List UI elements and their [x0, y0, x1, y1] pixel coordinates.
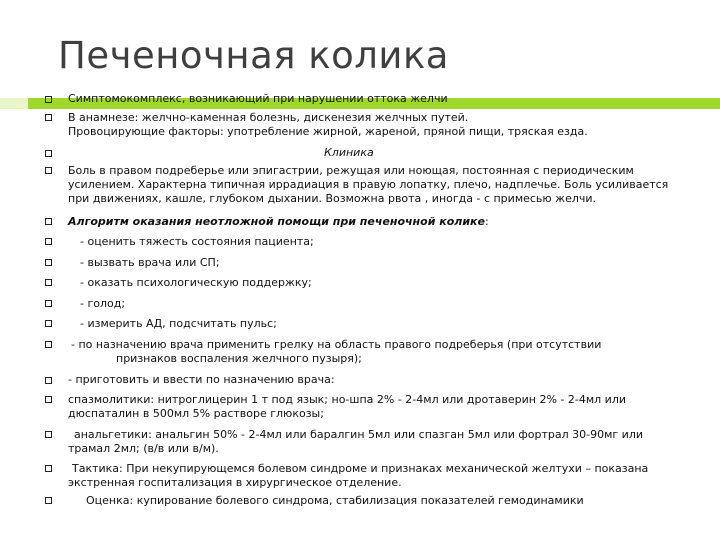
text-line: анальгетики: анальгин 50% - 2-4мл или баралгин 5мл или спазган 5мл или фортрал 30-90мг или: [74, 428, 643, 441]
bullet-icon: [45, 218, 52, 225]
text-line: усилением. Характерна типичная иррадиация в правую лопатку, плечо, надплечье. Боль усиливается: [68, 178, 669, 191]
bullet-icon: [45, 150, 52, 157]
bullet-icon: [45, 497, 52, 504]
slide-title: Печеночная колика: [58, 34, 449, 77]
text-line: - голод;: [80, 297, 126, 310]
bullet-icon: [45, 300, 52, 307]
text-line: - оказать психологическую поддержку;: [80, 276, 312, 289]
bullet-icon: [45, 238, 52, 245]
text-line: - по назначению врача применить грелку на область правого подреберья (при отсутствии: [71, 338, 602, 351]
text-line: при движениях, кашле, глубоком дыхании. Возможна рвота , иногда - с примесью желчи.: [68, 192, 597, 205]
text-line: - оценить тяжесть состояния пациента;: [80, 235, 314, 248]
bullet-icon: [45, 396, 52, 403]
heading-colon: :: [484, 215, 489, 228]
text-line: трамал 2мл; (в/в или в/м).: [68, 442, 219, 455]
text-line: Провоцирующие факторы: употребление жирной, жареной, пряной пищи, тряская езда.: [68, 125, 588, 138]
text-line: Тактика: При некупирующемся болевом синдроме и признаках механической желтухи – показана: [72, 462, 649, 475]
bullet-icon: [45, 465, 52, 472]
text-line: спазмолитики: нитроглицерин 1 т под язык; но-шпа 2% - 2-4мл или дротаверин 2% - 2-4мл или: [68, 393, 626, 406]
bullet-icon: [45, 96, 52, 103]
text-line: - приготовить и ввести по назначению врача:: [68, 373, 335, 386]
text-line: Боль в правом подреберье или эпигастрии, режущая или ноющая, постоянная с периодическим: [68, 164, 634, 177]
text-line: - вызвать врача или СП;: [80, 256, 220, 269]
accent-bar-left: [0, 98, 28, 109]
bullet-icon: [45, 320, 52, 327]
text-line: экстренная госпитализация в хирургическое отделение.: [68, 476, 402, 489]
text-line: признаков воспаления желчного пузыря);: [116, 352, 362, 365]
bullet-icon: [45, 431, 52, 438]
text-line: Симптомокомплекс, возникающий при нарушении оттока желчи: [68, 92, 448, 105]
bullet-icon: [45, 377, 52, 384]
text-line: - измерить АД, подсчитать пульс;: [80, 317, 277, 330]
bullet-icon: [45, 259, 52, 266]
section-heading: Клиника: [324, 146, 374, 159]
text-line: Оценка: купирование болевого синдрома, стабилизация показателей гемодинамики: [86, 494, 584, 507]
algorithm-heading: [68, 215, 489, 228]
bullet-icon: [45, 114, 52, 121]
bullet-icon: [45, 279, 52, 286]
text-line: дюспаталин в 500мл 5% растворе глюкозы;: [68, 407, 324, 420]
bullet-icon: [45, 341, 52, 348]
algorithm-heading-text: Алгоритм оказания неотложной помощи при печеночной колике: [68, 215, 485, 228]
text-line: В анамнезе: желчно-каменная болезнь, дискенезия желчных путей.: [68, 111, 469, 124]
bullet-icon: [45, 167, 52, 174]
